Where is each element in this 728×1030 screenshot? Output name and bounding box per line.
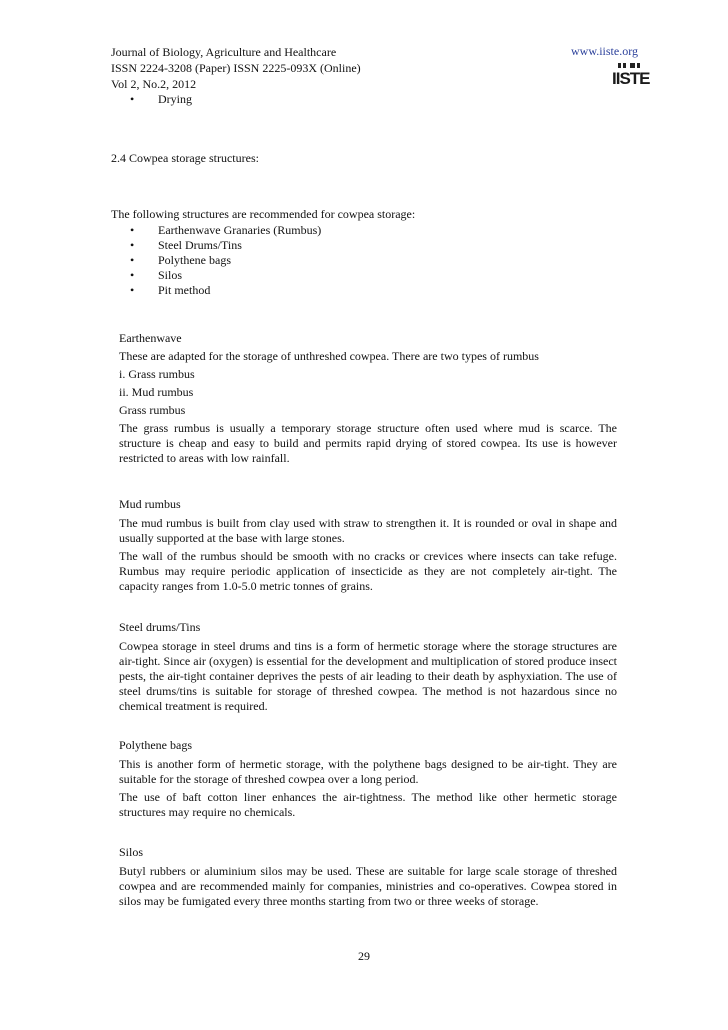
silos-section (119, 845, 617, 909)
steel-drums-heading: Steel drums/Tins (119, 620, 201, 634)
list-item: • Silos (130, 268, 183, 282)
list-item: • Steel Drums/Tins (130, 238, 242, 252)
earthenwave-heading: Earthenwave (119, 331, 182, 345)
mud-rumbus-heading: Mud rumbus (119, 497, 181, 511)
journal-title: Journal of Biology, Agriculture and Healthcare (111, 45, 337, 59)
journal-volume: Vol 2, No.2, 2012 (111, 77, 197, 91)
earthenwave-paragraph: These are adapted for the storage of unthreshed cowpea. There are two types of rumbus (119, 349, 539, 363)
journal-issn: ISSN 2224-3208 (Paper) ISSN 2225-093X (Online) (111, 61, 361, 75)
list-item: • Drying (130, 92, 192, 106)
list-item: • Earthenwave Granaries (Rumbus) (130, 223, 322, 237)
grass-rumbus-heading: Grass rumbus (119, 403, 186, 417)
mud-rumbus-paragraph: The mud rumbus is built from clay used with straw to strengthen it. It is rounded or oval in shape and usually supported at the base with large stones. (119, 516, 617, 545)
bullet-icon: • (130, 223, 135, 237)
bullet-icon: • (130, 268, 135, 282)
earthenwave-section (119, 331, 617, 466)
iiste-logo-text: IISTE (612, 69, 650, 88)
mud-rumbus-paragraph: The wall of the rumbus should be smooth with no cracks or crevices where insects can take refuge. Rumbus may require periodic application of insecticide as they are not completely air-tight. The capacity ranges from 1.0-5.0 metric tonnes of grains. (119, 549, 617, 593)
silos-paragraph: Butyl rubbers or aluminium silos may be used. These are suitable for large scale storage of threshed cowpea and are recommended mainly for companies, ministries and co-operatives. Cowpea stored in silos may be fumigated every three months starting from two or three weeks of storage. (119, 864, 617, 908)
polythene-bags-paragraph: This is another form of hermetic storage, with the polythene bags designed to be air-tight. They are suitable for the storage of threshed cowpea over a long period. (119, 757, 617, 786)
steel-drums-paragraph: Cowpea storage in steel drums and tins is a form of hermetic storage where the storage structures are air-tight. Since air (oxygen) is essential for the development and multiplication of stored produce insect pests, the air-tight container deprives the pests of air leading to their death by asphyxiation. The use of steel drums/tins is suitable for storage of threshed cowpea. The method is not hazardous since no chemical treatment is required. (119, 639, 617, 713)
mud-rumbus-section (119, 497, 617, 594)
journal-header (111, 44, 361, 92)
bullet-icon: • (130, 253, 135, 267)
bullet-icon: • (130, 283, 135, 297)
drying-bullet-list (130, 92, 192, 107)
mud-rumbus-type: ii. Mud rumbus (119, 385, 194, 399)
polythene-bags-paragraph: The use of baft cotton liner enhances the air-tightness. The method like other hermetic storage structures may require no chemicals. (119, 790, 617, 819)
intro-text: The following structures are recommended for cowpea storage: (111, 207, 416, 221)
polythene-bags-section (119, 738, 617, 820)
page-number: 29 (358, 949, 370, 963)
list-item: • Pit method (130, 283, 211, 297)
section-heading: 2.4 Cowpea storage structures: (111, 151, 259, 165)
grass-rumbus-paragraph: The grass rumbus is usually a temporary storage structure often used where mud is scarce. The structure is cheap and easy to build and permits rapid drying of stored cowpea. Its use is however restricted to areas with low rainfall. (119, 421, 617, 465)
polythene-bags-heading: Polythene bags (119, 738, 192, 752)
silos-heading: Silos (119, 845, 144, 859)
list-item: • Polythene bags (130, 253, 231, 267)
structures-list (130, 223, 321, 298)
iiste-logo (612, 63, 650, 89)
steel-drums-section (119, 620, 617, 714)
journal-url-link[interactable]: www.iiste.org (571, 44, 638, 58)
bullet-icon: • (130, 238, 135, 252)
bullet-icon: • (130, 92, 135, 106)
grass-rumbus-type: i. Grass rumbus (119, 367, 195, 381)
